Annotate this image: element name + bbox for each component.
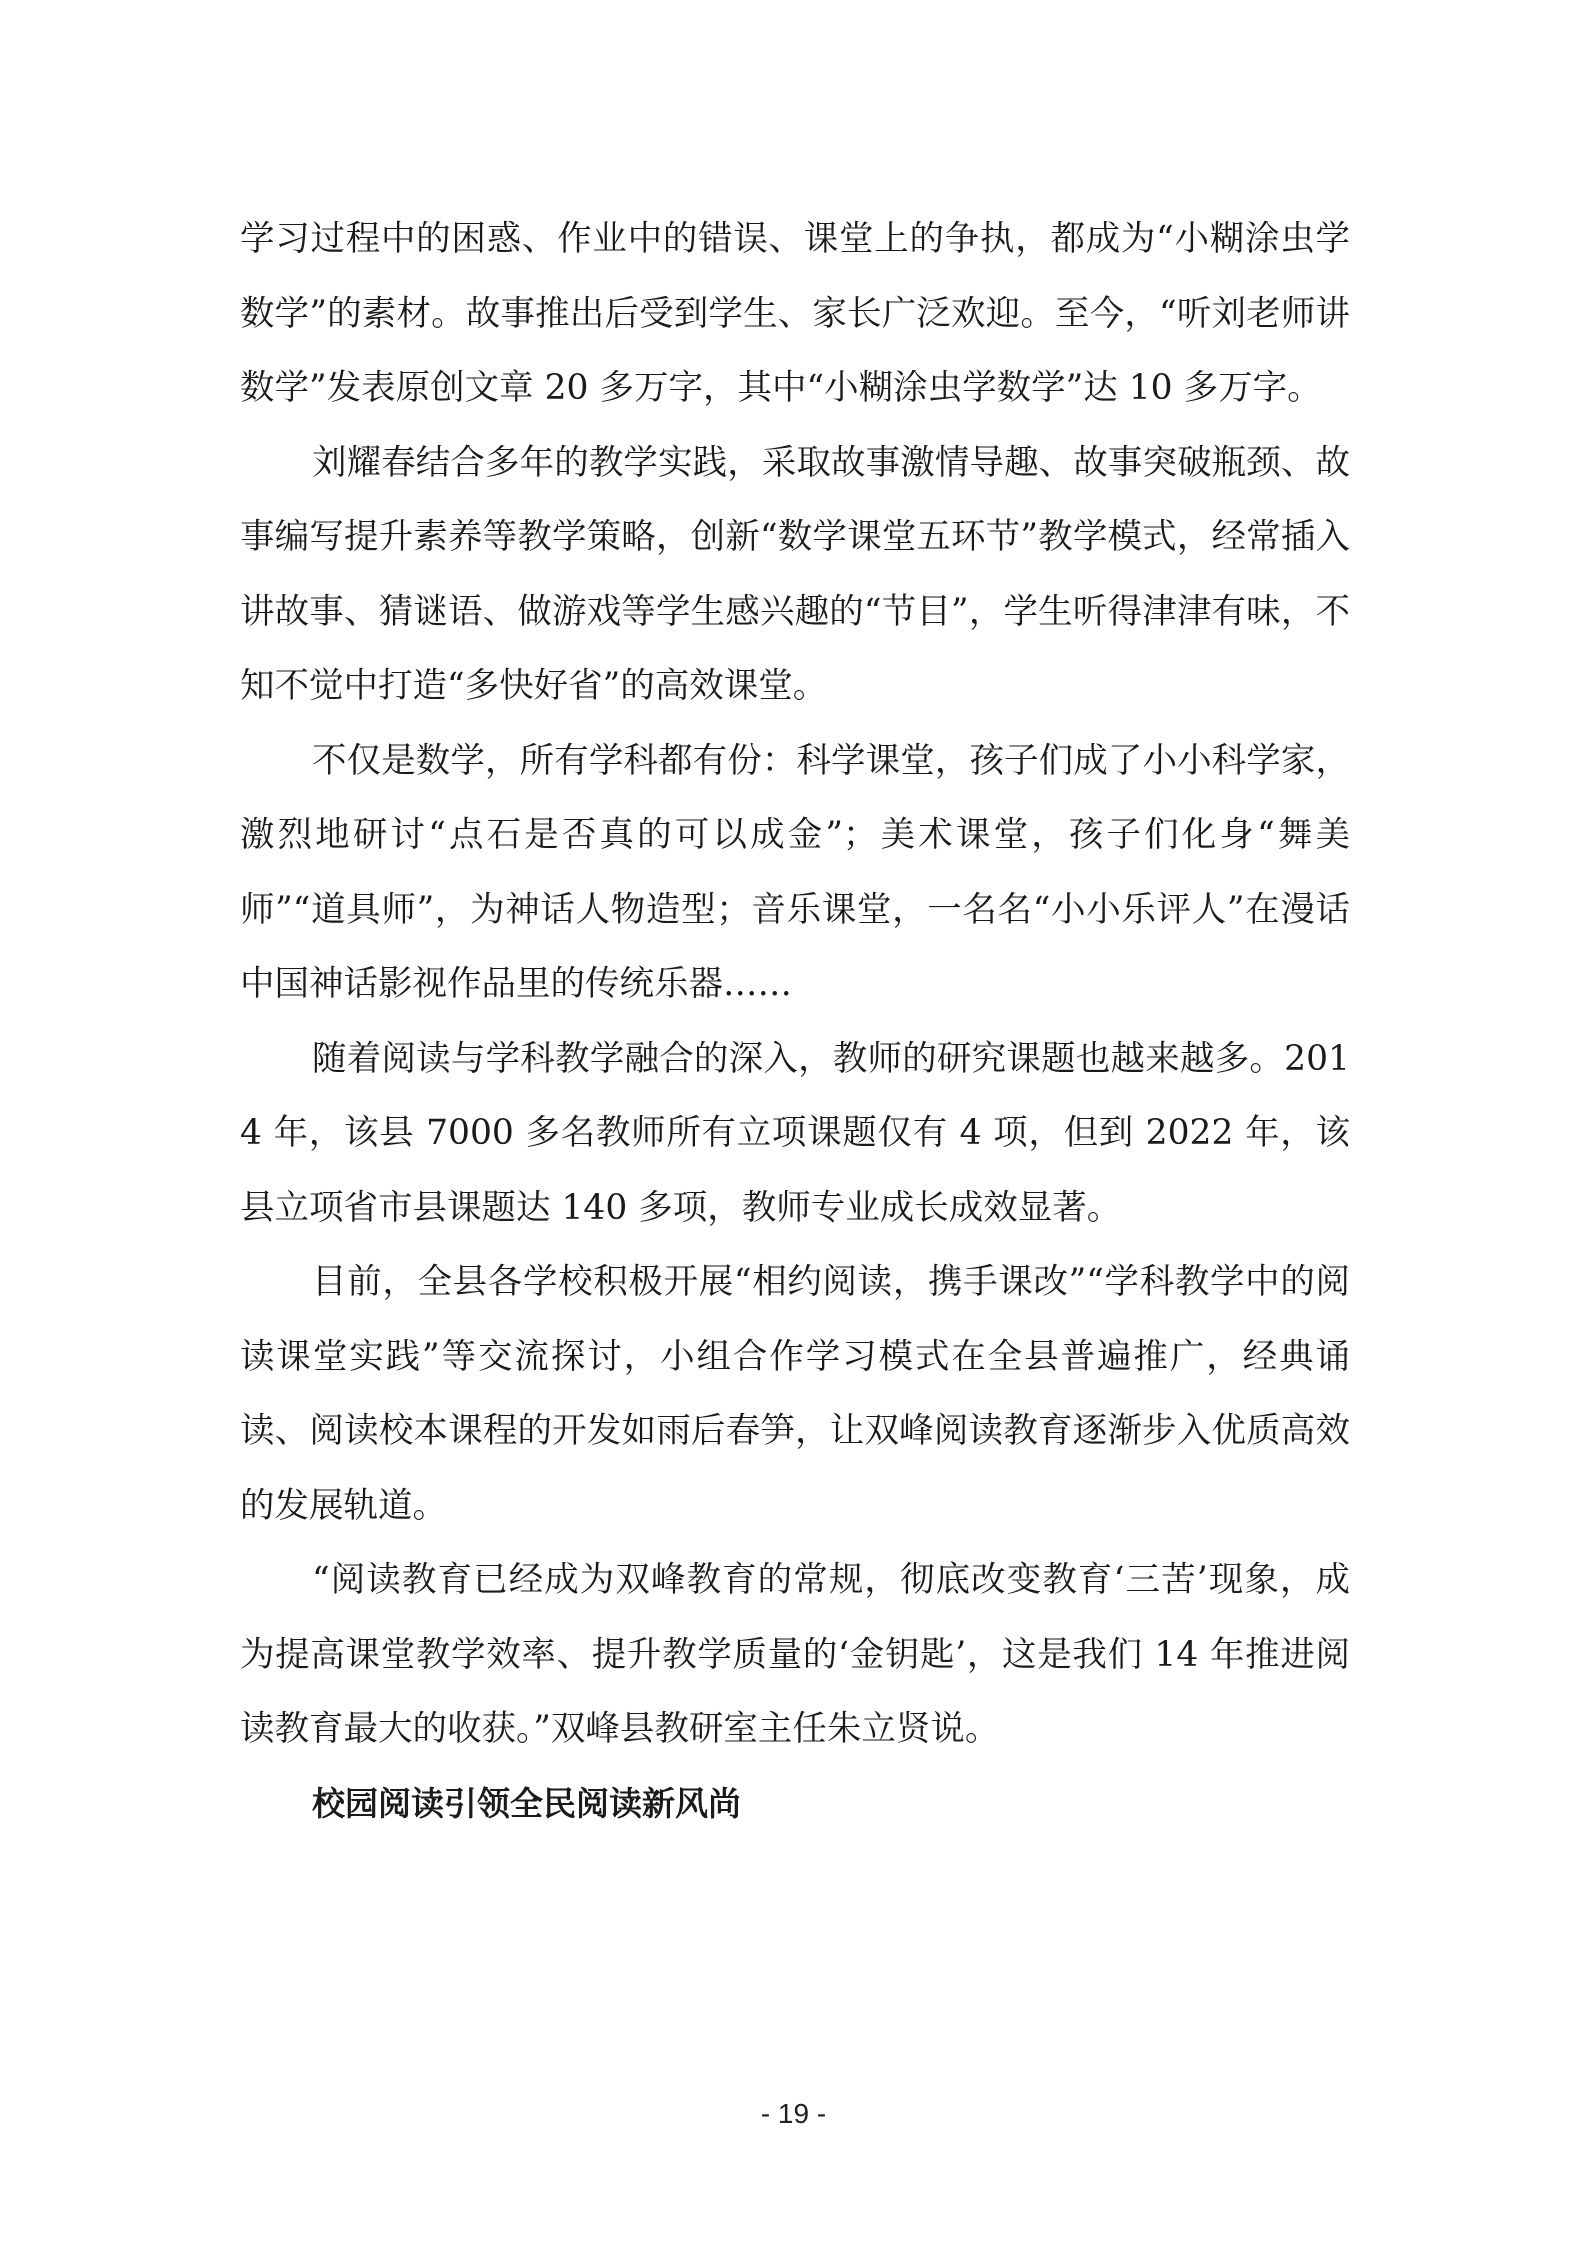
paragraph-5: 目前，全县各学校积极开展“相约阅读，携手课改”“学科教学中的阅读课堂实践”等交流探讨，小组合作学习模式在全县普遍推广，经典诵读、阅读校本课程的开发如雨后春笋，让双峰阅读教育逐渐步入优质高效的发展轨道。 (240, 1262, 1350, 1526)
document-body (240, 202, 1350, 1841)
paragraph-3: 不仅是数学，所有学科都有份：科学课堂，孩子们成了小小科学家，激烈地研讨“点石是否真的可以成金”；美术课堂，孩子们化身“舞美师”“道具师”，为神话人物造型；音乐课堂，一名名“小小乐评人”在漫话中国神话影视作品里的传统乐器…… (240, 740, 1350, 1004)
page-number: - 19 - (760, 2098, 827, 2129)
paragraph-6: “阅读教育已经成为双峰教育的常规，彻底改变教育‘三苦’现象，成为提高课堂教学效率、提升教学质量的‘金钥匙’，这是我们 14 年推进阅读教育最大的收获。”双峰县教研室主任朱立贤说。 (240, 1560, 1350, 1749)
paragraph-2: 刘耀春结合多年的教学实践，采取故事激情导趣、故事突破瓶颈、故事编写提升素养等教学策略，创新“数学课堂五环节”教学模式，经常插入讲故事、猜谜语、做游戏等学生感兴趣的“节目”，学生听得津津有味，不知不觉中打造“多快好省”的高效课堂。 (240, 442, 1350, 706)
paragraph-1: 学习过程中的困惑、作业中的错误、课堂上的争执，都成为“小糊涂虫学数学”的素材。故事推出后受到学生、家长广泛欢迎。至今，“听刘老师讲数学”发表原创文章 20 多万字，其中“小糊涂虫学数学”达 10 多万字。 (240, 219, 1350, 408)
section-heading: 校园阅读引领全民阅读新风尚 (312, 1783, 741, 1823)
paragraph-4: 随着阅读与学科教学融合的深入，教师的研究课题也越来越多。2014 年，该县 7000 多名教师所有立项课题仅有 4 项，但到 2022 年，该县立项省市县课题达 140 多项，教师专业成长成效显著。 (240, 1038, 1350, 1228)
